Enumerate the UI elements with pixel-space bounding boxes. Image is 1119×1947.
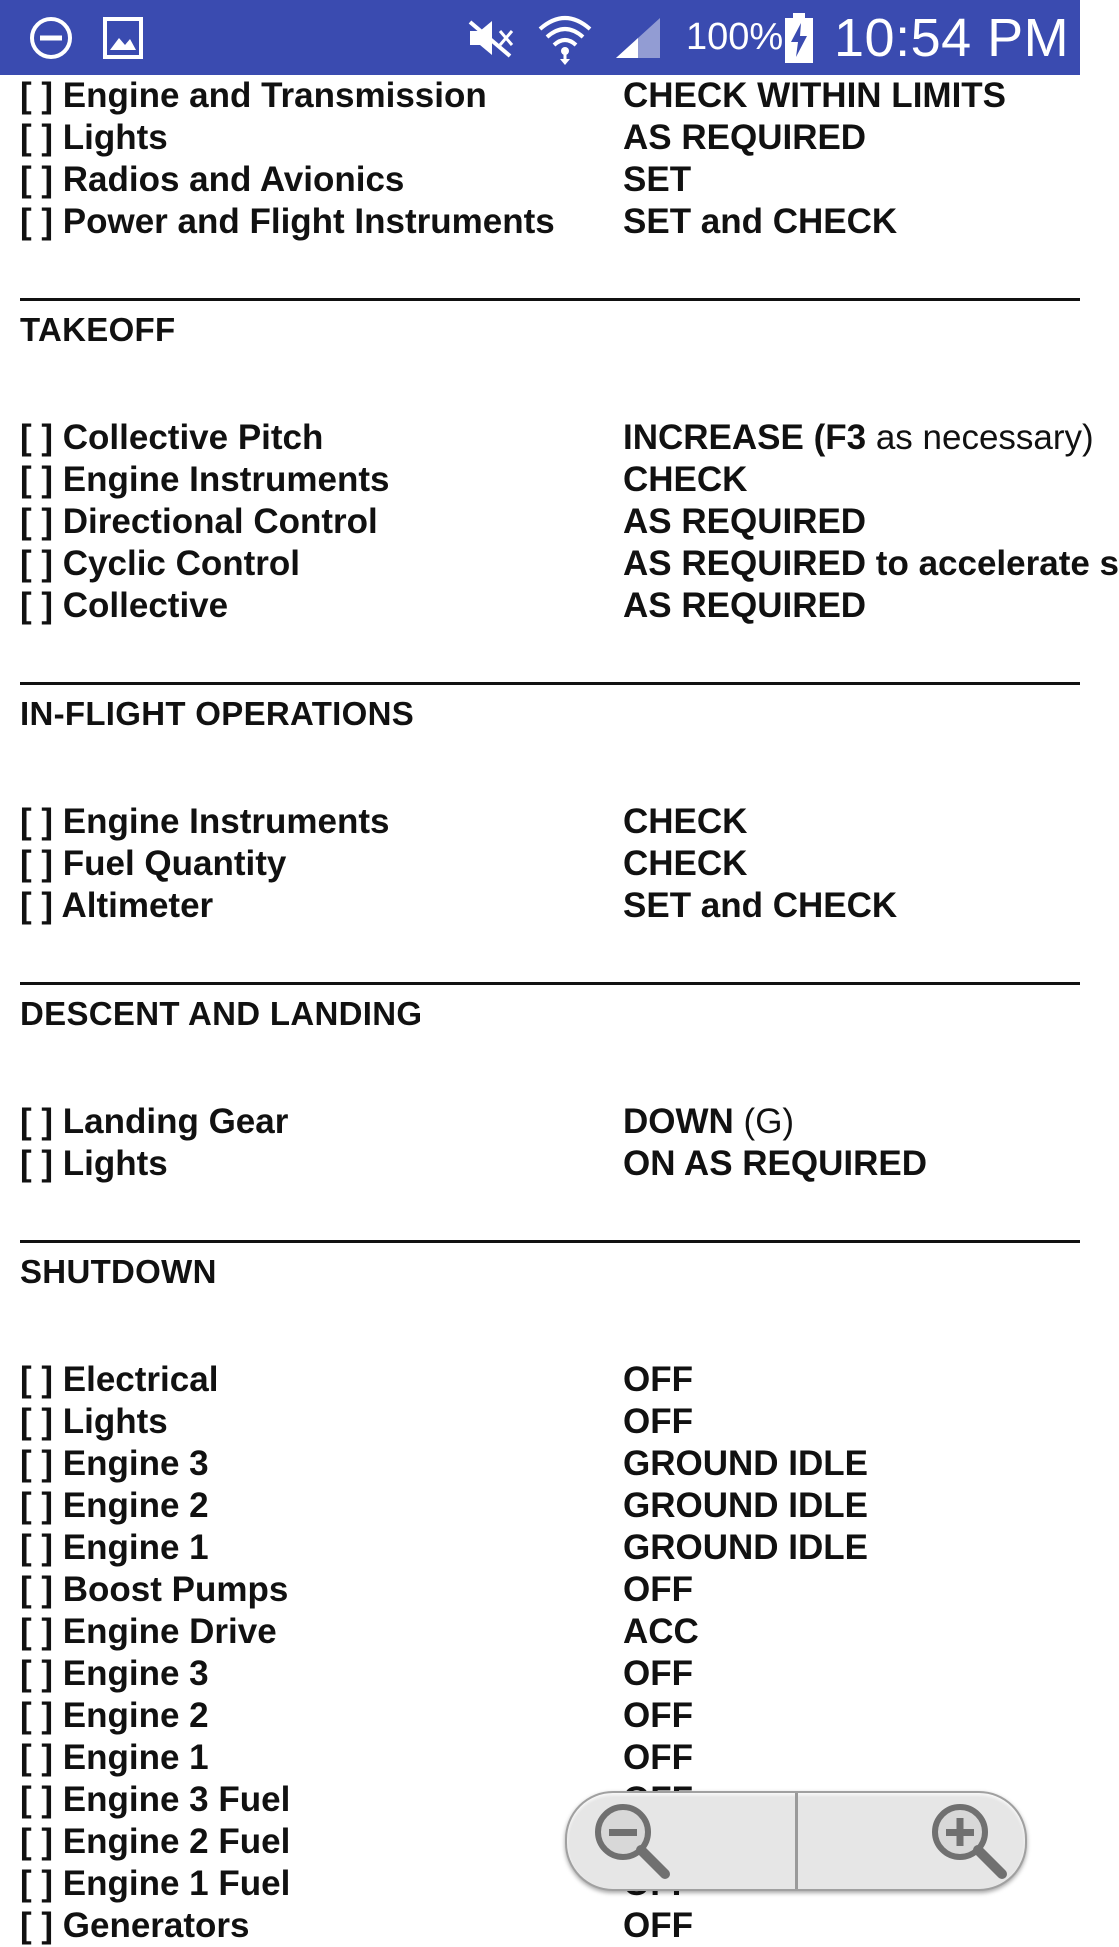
checklist-item: [ ] Engine 3 Fuel <box>20 1780 291 1819</box>
checklist-item: [ ] Engine Instruments <box>20 460 390 499</box>
section-title-takeoff: TAKEOFF <box>20 311 176 348</box>
checklist-row[interactable] <box>0 1611 1080 1653</box>
checklist-item: [ ] Fuel Quantity <box>20 844 287 883</box>
mute-icon <box>464 0 516 75</box>
checklist-document[interactable] <box>0 75 1119 1945</box>
zoom-controls[interactable] <box>565 1791 1027 1891</box>
battery-percent: 100% <box>686 16 784 58</box>
checklist-value: CHECK <box>623 460 748 499</box>
checklist-item: [ ] Engine 3 <box>20 1444 209 1483</box>
checklist-value: GROUND IDLE <box>623 1486 868 1525</box>
checklist-item: [ ] Altimeter <box>20 886 214 925</box>
checklist-row[interactable] <box>0 1527 1080 1569</box>
checklist-value: AS REQUIRED to accelerate s <box>623 544 1119 583</box>
checklist-row[interactable] <box>0 543 1119 585</box>
checklist-row[interactable] <box>0 501 1080 543</box>
status-bar <box>0 0 1080 75</box>
checklist-row[interactable] <box>0 585 1080 627</box>
checklist-row[interactable] <box>0 843 1080 885</box>
checklist-row[interactable] <box>0 1359 1080 1401</box>
checklist-value: GROUND IDLE <box>623 1528 868 1567</box>
checklist-row[interactable] <box>0 885 1080 927</box>
checklist-item: [ ] Directional Control <box>20 502 378 541</box>
checklist-item: [ ] Power and Flight Instruments <box>20 202 555 241</box>
no-entry-icon <box>28 0 74 75</box>
checklist-row[interactable] <box>0 1101 1080 1143</box>
value-key: F3 <box>825 418 867 457</box>
checklist-row[interactable] <box>0 1443 1080 1485</box>
checklist-value: OFF <box>623 1360 693 1399</box>
signal-icon <box>612 0 664 75</box>
checklist-value: ACC <box>623 1612 699 1651</box>
checklist-item: [ ] Collective <box>20 586 229 625</box>
checklist-row[interactable] <box>0 801 1080 843</box>
value-note: as necessary) <box>866 418 1094 457</box>
checklist-row[interactable] <box>0 1401 1080 1443</box>
checklist-value: CHECK WITHIN LIMITS <box>623 76 1007 115</box>
checklist-value: OFF <box>623 1906 693 1945</box>
checklist-item: [ ] Lights <box>20 118 168 157</box>
checklist-item: [ ] Collective Pitch <box>20 418 324 457</box>
checklist-item: [ ] Lights <box>20 1144 168 1183</box>
checklist-item: [ ] Engine 1 Fuel <box>20 1864 291 1903</box>
checklist-item: [ ] Lights <box>20 1402 168 1441</box>
checklist-value: OFF <box>623 1654 693 1693</box>
checklist-item: [ ] Engine 3 <box>20 1654 209 1693</box>
checklist-item: [ ] Engine 1 <box>20 1738 209 1777</box>
checklist-item: [ ] Engine Instruments <box>20 802 390 841</box>
checklist-row[interactable] <box>0 75 1080 117</box>
checklist-item: [ ] Engine 2 Fuel <box>20 1822 291 1861</box>
checklist-item: [ ] Boost Pumps <box>20 1570 289 1609</box>
checklist-value: ON AS REQUIRED <box>623 1144 928 1183</box>
value-part: DOWN <box>623 1102 744 1141</box>
checklist-value: CHECK <box>623 802 748 841</box>
checklist-row[interactable] <box>0 1485 1080 1527</box>
checklist-item: [ ] Generators <box>20 1906 250 1945</box>
battery-charging-icon <box>784 0 814 75</box>
value-part: INCREASE ( <box>623 418 826 457</box>
checklist-value: SET and CHECK <box>623 886 898 925</box>
checklist-value: SET and CHECK <box>623 202 898 241</box>
zoom-out-icon <box>587 1794 677 1889</box>
clock: 10:54 PM <box>834 7 1070 68</box>
checklist-value: SET <box>623 160 692 199</box>
section-divider <box>20 682 1080 685</box>
section-divider <box>20 298 1080 301</box>
wifi-icon <box>536 0 594 75</box>
zoom-in-icon <box>924 1794 1014 1889</box>
checklist-value <box>623 417 1094 459</box>
checklist-value: GROUND IDLE <box>623 1444 868 1483</box>
checklist-row[interactable] <box>0 1737 1080 1779</box>
checklist-row[interactable] <box>0 1653 1080 1695</box>
value-key: (G) <box>743 1102 795 1141</box>
zoom-in-button[interactable] <box>798 1793 1026 1889</box>
checklist-item: [ ] Engine and Transmission <box>20 76 487 115</box>
checklist-value: OFF <box>623 1570 693 1609</box>
section-divider <box>20 1240 1080 1243</box>
checklist-value: AS REQUIRED <box>623 118 867 157</box>
checklist-row[interactable] <box>0 459 1080 501</box>
checklist-row[interactable] <box>0 1569 1080 1611</box>
checklist-item: [ ] Engine Drive <box>20 1612 277 1651</box>
checklist-item: [ ] Radios and Avionics <box>20 160 405 199</box>
checklist-row[interactable] <box>0 117 1080 159</box>
checklist-item: [ ] Engine 2 <box>20 1696 209 1735</box>
zoom-out-button[interactable] <box>567 1793 815 1889</box>
checklist-row[interactable] <box>0 159 1080 201</box>
checklist-value: OFF <box>623 1402 693 1441</box>
checklist-value: OFF <box>623 1696 693 1735</box>
checklist-row[interactable] <box>0 201 1080 243</box>
checklist-item: [ ] Engine 2 <box>20 1486 209 1525</box>
section-divider <box>20 982 1080 985</box>
checklist-item: [ ] Cyclic Control <box>20 544 301 583</box>
checklist-row[interactable] <box>0 417 1094 459</box>
section-title-shutdown: SHUTDOWN <box>20 1253 217 1290</box>
checklist-value <box>623 1101 794 1143</box>
checklist-value: OFF <box>623 1738 693 1777</box>
checklist-row[interactable] <box>0 1905 1080 1947</box>
checklist-item: [ ] Landing Gear <box>20 1102 289 1141</box>
section-title-descent: DESCENT AND LANDING <box>20 995 423 1032</box>
checklist-value: AS REQUIRED <box>623 586 867 625</box>
checklist-row[interactable] <box>0 1695 1080 1737</box>
checklist-value: AS REQUIRED <box>623 502 867 541</box>
image-icon <box>102 0 144 75</box>
checklist-row[interactable] <box>0 1143 1080 1185</box>
checklist-item: [ ] Electrical <box>20 1360 219 1399</box>
section-title-inflight: IN-FLIGHT OPERATIONS <box>20 695 415 732</box>
checklist-value: CHECK <box>623 844 748 883</box>
checklist-item: [ ] Engine 1 <box>20 1528 209 1567</box>
